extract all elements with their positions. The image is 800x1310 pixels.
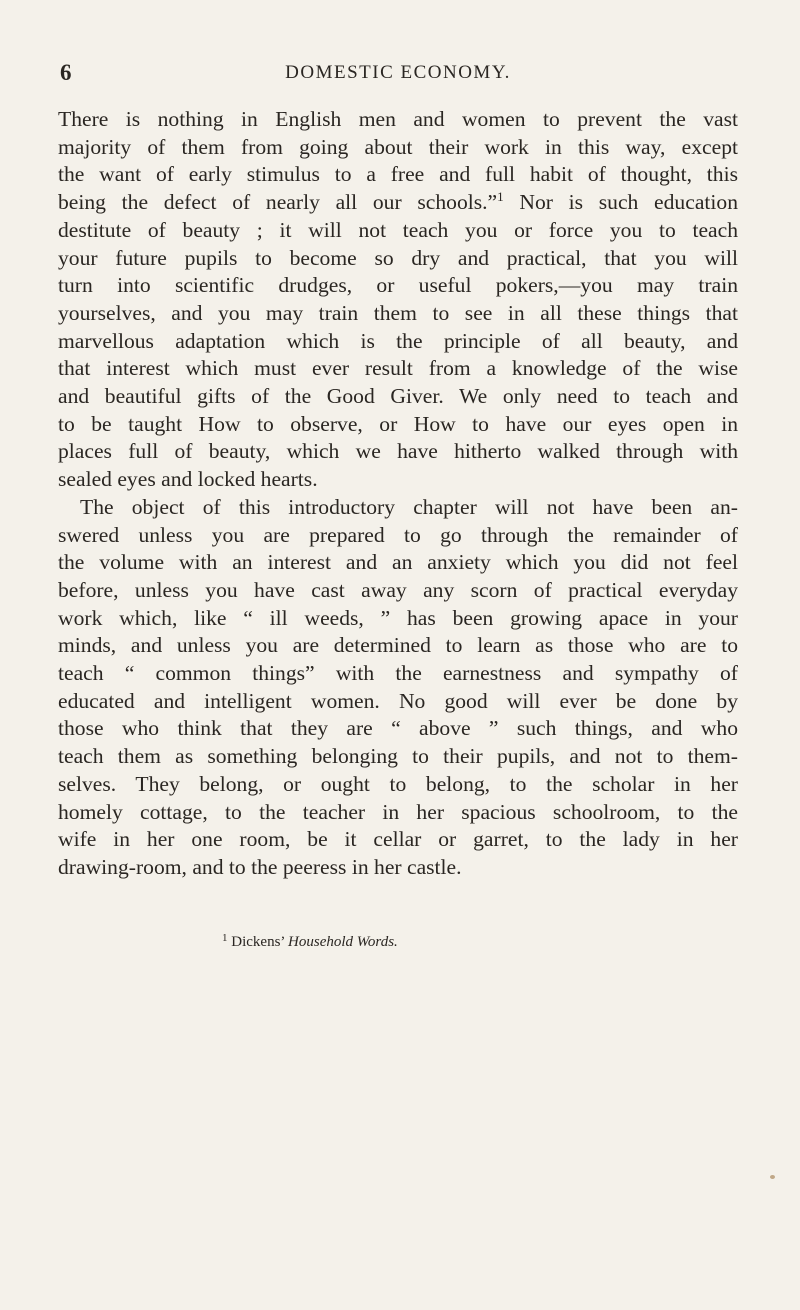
text-line-11: and beautiful gifts of the Good Giver. We only need to teach and <box>58 384 738 409</box>
text-line-9: marvellous adaptation which is the principle of all beauty, and <box>58 328 738 353</box>
text-line-22: educated and intelligent women. No good will ever be done by <box>58 688 738 713</box>
text-line-5: destitute of beauty ; it will not teach you or force you to teach <box>58 217 738 242</box>
text-line-23: those who think that they are “ above ” such things, and who <box>58 716 738 741</box>
text-line-3: the want of early stimulus to a free and full habit of thought, this <box>58 162 738 187</box>
text-line-24: teach them as something belonging to their pupils, and not to them- <box>58 744 738 769</box>
text-line-16: swered unless you are prepared to go through the remainder of <box>58 522 738 547</box>
text-line-18: before, unless you have cast away any scorn of practical everyday <box>58 577 738 602</box>
text-line-25: selves. They belong, or ought to belong, to the scholar in her <box>58 771 738 796</box>
text-line-20: minds, and unless you are determined to learn as those who are to <box>58 633 738 658</box>
text-line-6: your future pupils to become so dry and practical, that you will <box>58 245 738 270</box>
footnote-author: Dickens’ <box>231 934 285 950</box>
text-line-4-start: being the defect of nearly all our schools.” <box>58 190 498 215</box>
text-line-27: wife in her one room, be it cellar or garret, to the lady in her <box>58 827 738 852</box>
page-number: 6 <box>60 60 72 85</box>
text-line-26: homely cottage, to the teacher in her spacious schoolroom, to the <box>58 799 738 824</box>
text-line-4 <box>58 189 738 217</box>
text-line-2: majority of them from going about their work in this way, except <box>58 134 738 159</box>
text-line-21: teach “ common things” with the earnestness and sympathy of <box>58 661 738 686</box>
text-line-19: work which, like “ ill weeds, ” has been growing apace in your <box>58 605 738 630</box>
running-title: DOMESTIC ECONOMY. <box>285 62 511 83</box>
running-head <box>60 58 736 88</box>
text-line-12: to be taught How to observe, or How to have our eyes open in <box>58 411 738 436</box>
text-line-15: The object of this introductory chapter will not have been an- <box>80 494 738 519</box>
text-line-8: yourselves, and you may train them to see in all these things that <box>58 300 738 325</box>
text-line-10: that interest which must ever result from a knowledge of the wise <box>58 356 738 381</box>
footnote-reference: 1 <box>497 189 504 205</box>
footnote <box>222 932 398 952</box>
text-line-7: turn into scientific drudges, or useful pokers,—you may train <box>58 273 738 298</box>
text-line-1: There is nothing in English men and women to prevent the vast <box>58 107 738 131</box>
footnote-work-title: Household Words. <box>288 934 398 950</box>
text-line-17: the volume with an interest and an anxiety which you did not feel <box>58 550 738 575</box>
text-line-4-end: Nor is such education <box>519 190 738 215</box>
text-line-13: places full of beauty, which we have hitherto walked through with <box>58 439 738 464</box>
paper-speck <box>770 1175 775 1179</box>
footnote-marker: 1 <box>222 932 228 944</box>
text-line-14: sealed eyes and locked hearts. <box>58 467 318 492</box>
body-text <box>58 106 738 882</box>
text-line-28: drawing-room, and to the peeress in her castle. <box>58 854 462 879</box>
